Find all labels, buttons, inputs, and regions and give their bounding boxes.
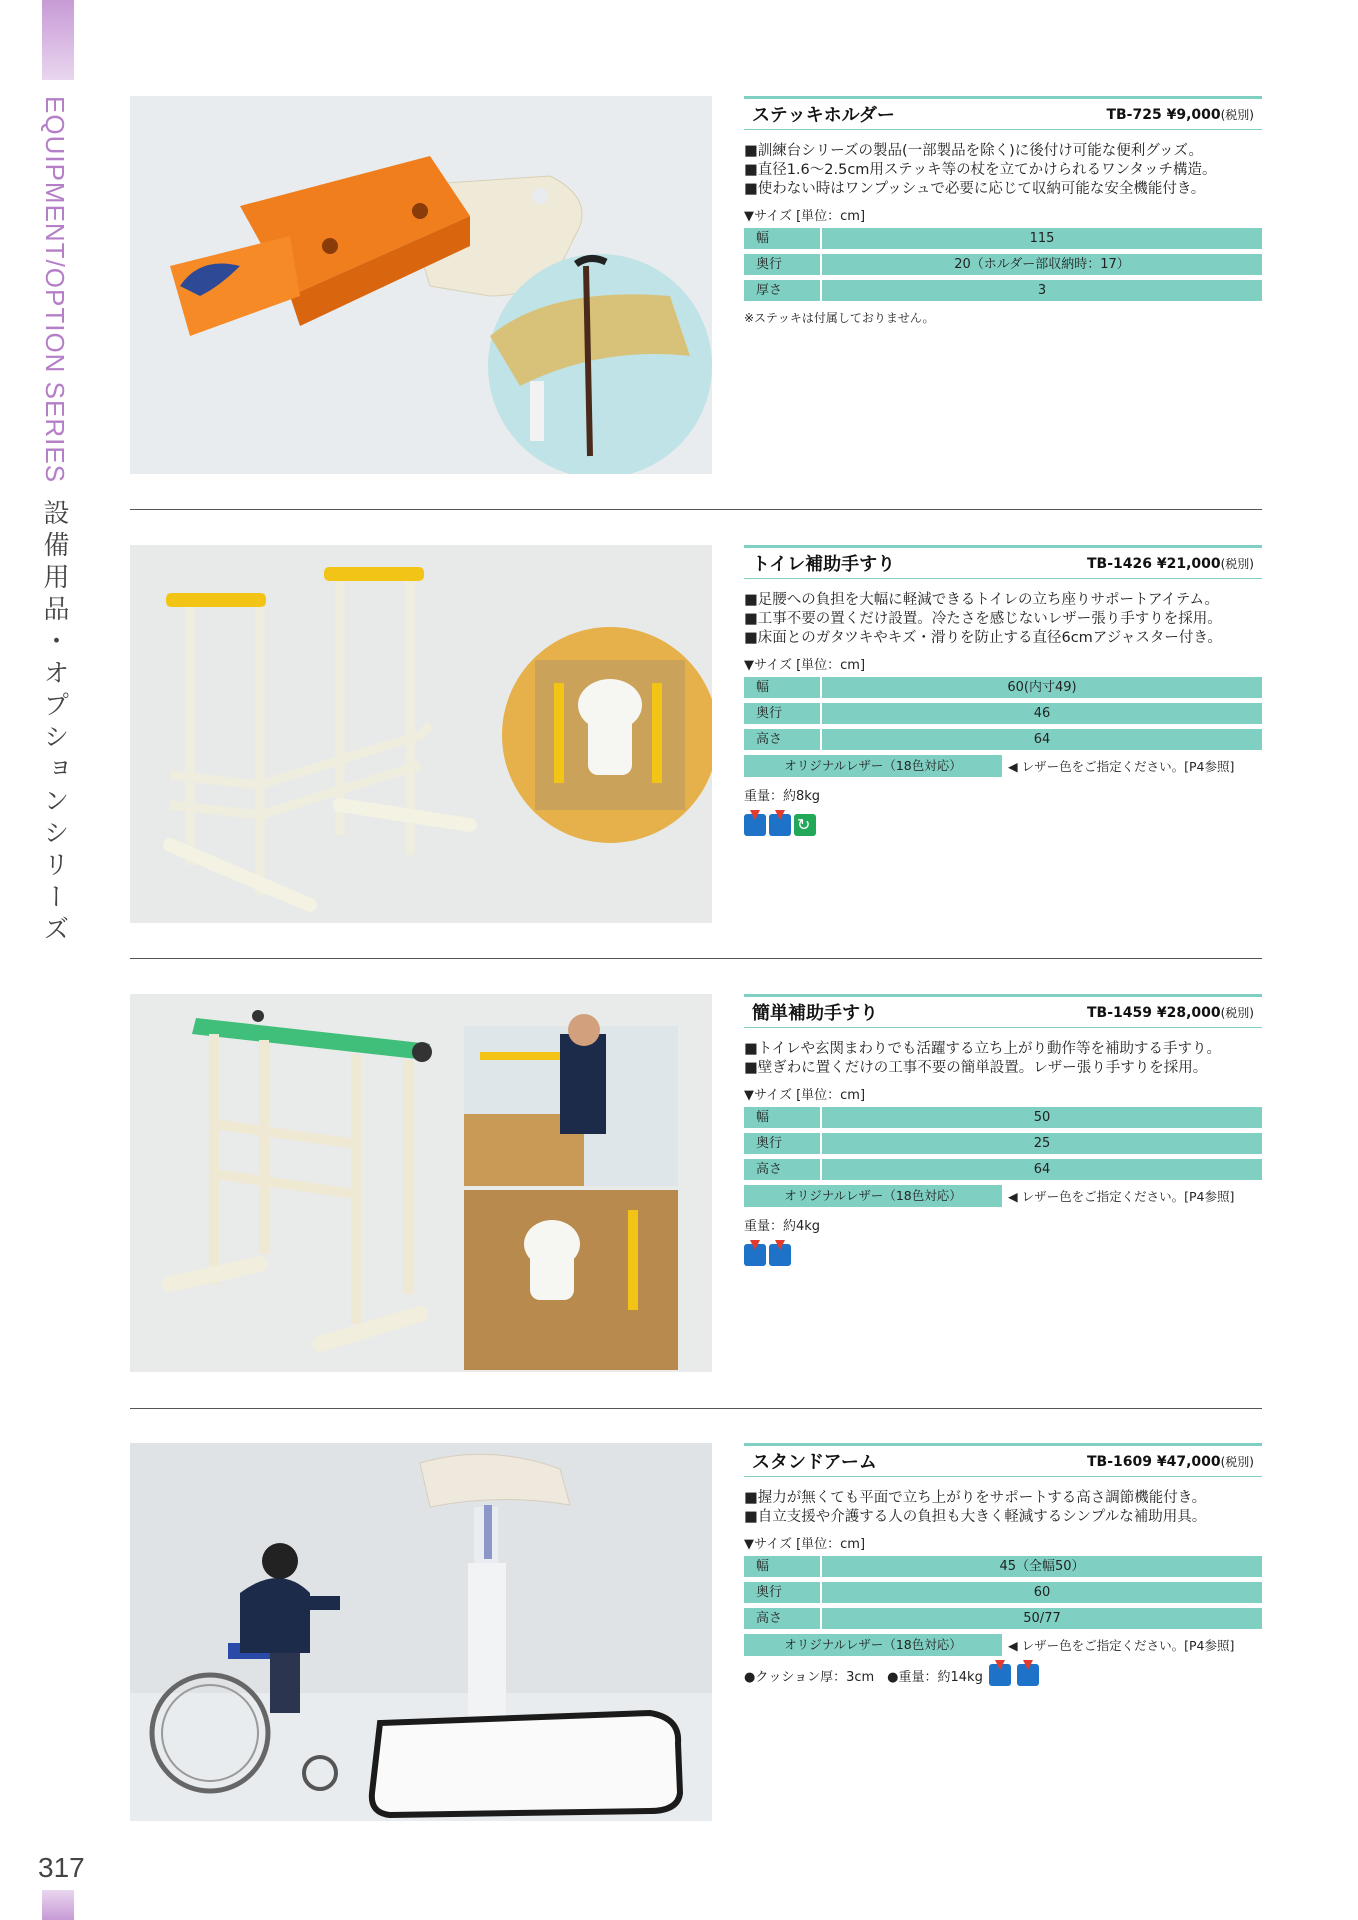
product-title-row — [744, 96, 1262, 130]
product-tax: (税別) — [1220, 107, 1254, 122]
leather-note: ◀ レザー色をご指定ください。[P4参照] — [1008, 759, 1235, 774]
product-title-row — [744, 994, 1262, 1028]
product-code-price — [1087, 555, 1254, 572]
product-price: ¥21,000 — [1156, 555, 1221, 572]
spec-table — [744, 228, 1262, 301]
spec-value: 64 — [822, 729, 1262, 750]
sidebar-en-label: EQUIPMENT/OPTION SERIES — [40, 96, 70, 484]
spec-key: 奥行 — [744, 703, 820, 724]
spec-value: 60(内寸49) — [822, 677, 1262, 698]
product-code: TB-1609 — [1086, 1453, 1152, 1470]
desc-line: ■トイレや玄関まわりでも活躍する立ち上がり動作等を補助する手すり。 — [744, 1041, 1221, 1057]
product-extra: ●クッション厚：3cm ●重量：約14kg — [744, 1669, 983, 1685]
delivery-icon — [769, 1244, 791, 1266]
spec-value: 25 — [822, 1133, 1262, 1154]
product-tax: (税別) — [1220, 1454, 1254, 1469]
leather-row — [744, 1185, 1262, 1207]
spec-value: 3 — [822, 280, 1262, 301]
product-info-stand-arm — [744, 1443, 1262, 1686]
desc-line: ■足腰への負担を大幅に軽減できるトイレの立ち座りサポートアイテム。 — [744, 592, 1219, 608]
spec-value: 115 — [822, 228, 1262, 249]
product-code: TB-1459 — [1086, 1004, 1152, 1021]
spec-row — [744, 703, 1262, 724]
product-title: 簡単補助手すり — [752, 1003, 878, 1024]
spec-row — [744, 1133, 1262, 1154]
section-divider — [130, 1408, 1262, 1409]
spec-row — [744, 729, 1262, 750]
sidebar-accent-bottom — [42, 1890, 74, 1920]
spec-row — [744, 1107, 1262, 1128]
delivery-icon — [769, 814, 791, 836]
leather-note: ◀ レザー色をご指定ください。[P4参照] — [1008, 1638, 1235, 1653]
product-extra-row — [744, 1664, 1262, 1686]
desc-line: ■床面とのガタツキやキズ・滑りを防止する直径6cmアジャスター付き。 — [744, 630, 1222, 646]
product-stand-arm — [130, 1443, 1262, 1823]
spec-table — [744, 677, 1262, 750]
product-info-stick-holder — [744, 96, 1262, 326]
spec-key: 奥行 — [744, 1582, 820, 1603]
sidebar-series-label — [42, 96, 74, 947]
product-tax: (税別) — [1220, 1005, 1254, 1020]
size-label: ▼サイズ [単位：cm] — [744, 658, 866, 673]
product-info-simple-handrail — [744, 994, 1262, 1266]
size-label: ▼サイズ [単位：cm] — [744, 1537, 866, 1552]
spec-row — [744, 280, 1262, 301]
spec-row — [744, 228, 1262, 249]
product-price: ¥47,000 — [1156, 1453, 1221, 1470]
leather-row — [744, 1634, 1262, 1656]
product-description — [744, 1040, 1262, 1078]
section-divider — [130, 958, 1262, 959]
desc-line: ■握力が無くても平面で立ち上がりをサポートする高さ調節機能付き。 — [744, 1490, 1207, 1506]
spec-table — [744, 1556, 1262, 1629]
spec-value: 46 — [822, 703, 1262, 724]
product-description — [744, 1489, 1262, 1527]
feature-icons — [744, 814, 1262, 836]
delivery-icon — [989, 1664, 1011, 1686]
product-photo-stand-arm — [130, 1443, 712, 1821]
product-toilet-handrail — [130, 545, 1262, 925]
page-number: 317 — [38, 1852, 85, 1883]
product-info-toilet-handrail — [744, 545, 1262, 836]
feature-icons — [744, 1244, 1262, 1266]
spec-key: 高さ — [744, 1159, 820, 1180]
recycle-icon — [794, 814, 816, 836]
leather-badge: オリジナルレザー（18色対応） — [744, 755, 1002, 777]
spec-key: 幅 — [744, 1556, 820, 1577]
desc-line: ■直径1.6〜2.5cm用ステッキ等の杖を立てかけられるワンタッチ構造。 — [744, 162, 1217, 178]
spec-table — [744, 1107, 1262, 1180]
product-price: ¥9,000 — [1166, 106, 1221, 123]
product-stick-holder — [130, 96, 1262, 476]
product-code: TB-1426 — [1086, 555, 1152, 572]
delivery-icon — [744, 814, 766, 836]
product-simple-handrail — [130, 994, 1262, 1374]
spec-value: 45（全幅50） — [822, 1556, 1262, 1577]
leather-row — [744, 755, 1262, 777]
spec-row — [744, 1159, 1262, 1180]
spec-key: 奥行 — [744, 254, 820, 275]
spec-key: 奥行 — [744, 1133, 820, 1154]
product-code-price — [1087, 1004, 1254, 1021]
delivery-icon — [1017, 1664, 1039, 1686]
desc-line: ■訓練台シリーズの製品(一部製品を除く)に後付け可能な便利グッズ。 — [744, 143, 1203, 159]
product-price: ¥28,000 — [1156, 1004, 1221, 1021]
section-divider — [130, 509, 1262, 510]
spec-key: 幅 — [744, 1107, 820, 1128]
spec-row — [744, 1608, 1262, 1629]
delivery-icon — [744, 1244, 766, 1266]
product-photo-stick-holder — [130, 96, 712, 474]
product-note: ※ステッキは付属しておりません。 — [744, 311, 935, 325]
desc-line: ■壁ぎわに置くだけの工事不要の簡単設置。レザー張り手すりを採用。 — [744, 1060, 1208, 1076]
product-title: ステッキホルダー — [752, 105, 895, 126]
leather-badge: オリジナルレザー（18色対応） — [744, 1185, 1002, 1207]
sidebar-jp-label: 設備用品・オプションシリーズ — [40, 499, 70, 948]
spec-key: 厚さ — [744, 280, 820, 301]
spec-key: 幅 — [744, 228, 820, 249]
spec-row — [744, 254, 1262, 275]
spec-key: 高さ — [744, 729, 820, 750]
desc-line: ■自立支援や介護する人の負担も大きく軽減するシンプルな補助用具。 — [744, 1509, 1207, 1525]
spec-value: 50/77 — [822, 1608, 1262, 1629]
product-tax: (税別) — [1220, 556, 1254, 571]
spec-value: 20（ホルダー部収納時：17） — [822, 254, 1262, 275]
product-title-row — [744, 545, 1262, 579]
desc-line: ■工事不要の置くだけ設置。冷たさを感じないレザー張り手すりを採用。 — [744, 611, 1222, 627]
leather-note: ◀ レザー色をご指定ください。[P4参照] — [1008, 1189, 1235, 1204]
product-title: スタンドアーム — [752, 1452, 877, 1473]
product-photo-simple-handrail — [130, 994, 712, 1372]
desc-line: ■使わない時はワンプッシュで必要に応じて収納可能な安全機能付き。 — [744, 181, 1206, 197]
sidebar-accent-top — [42, 0, 74, 80]
leather-badge: オリジナルレザー（18色対応） — [744, 1634, 1002, 1656]
spec-value: 50 — [822, 1107, 1262, 1128]
spec-row — [744, 1556, 1262, 1577]
spec-key: 幅 — [744, 677, 820, 698]
product-title-row — [744, 1443, 1262, 1477]
product-description — [744, 142, 1262, 199]
product-weight: 重量：約4kg — [744, 1219, 821, 1234]
product-code-price — [1106, 106, 1254, 123]
spec-value: 60 — [822, 1582, 1262, 1603]
product-code-price — [1087, 1453, 1254, 1470]
product-title: トイレ補助手すり — [752, 554, 896, 575]
size-label: ▼サイズ [単位：cm] — [744, 1088, 866, 1103]
size-label: ▼サイズ [単位：cm] — [744, 209, 866, 224]
product-weight: 重量：約8kg — [744, 789, 821, 804]
product-photo-toilet-handrail — [130, 545, 712, 923]
product-description — [744, 591, 1262, 648]
product-code: TB-725 — [1106, 106, 1162, 123]
spec-row — [744, 677, 1262, 698]
spec-key: 高さ — [744, 1608, 820, 1629]
spec-row — [744, 1582, 1262, 1603]
spec-value: 64 — [822, 1159, 1262, 1180]
